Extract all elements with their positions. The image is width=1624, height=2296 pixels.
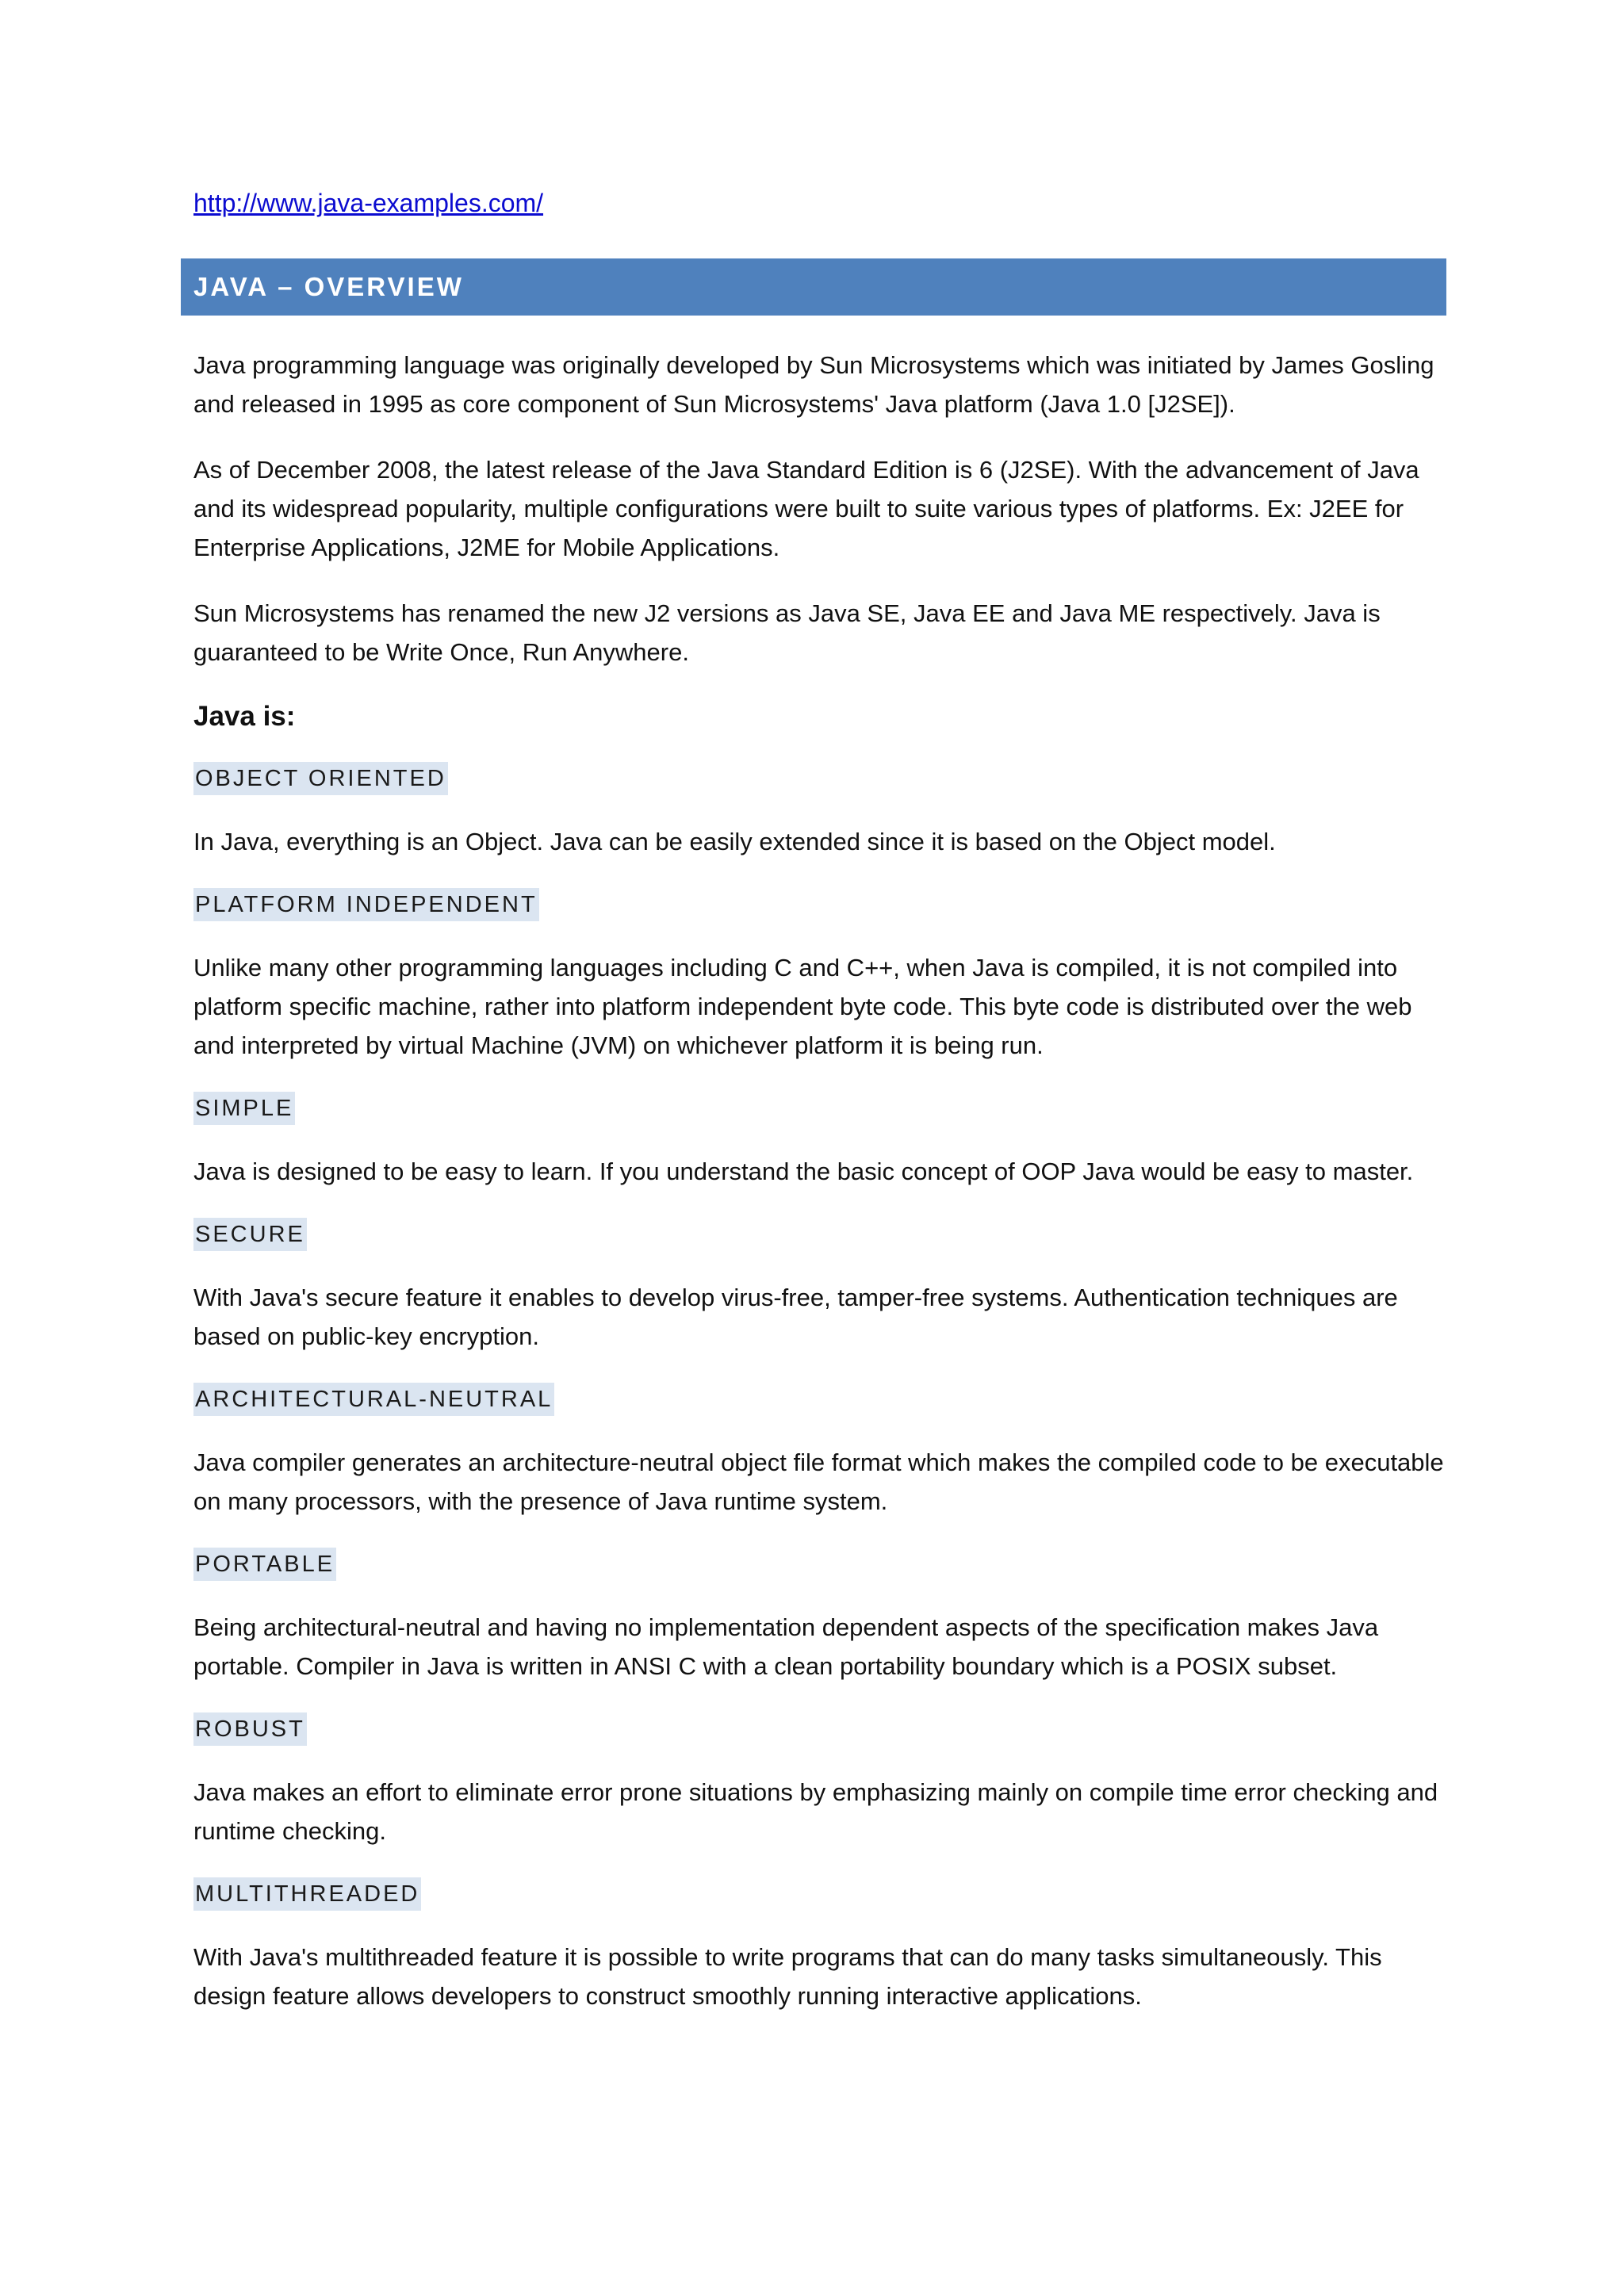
feature-description: With Java's multithreaded feature it is possible to write programs that can do many tasks simultaneously. This design feature allows developers to construct smoothly running interactive applications. [193, 1943, 1382, 2010]
feature-heading: ARCHITECTURAL-NEUTRAL [193, 1383, 554, 1416]
java-is-heading: Java is: [193, 701, 296, 732]
feature-heading-row [193, 762, 1446, 795]
chapter-title-bar [181, 258, 1446, 316]
feature-description: Being architectural-neutral and having no implementation dependent aspects of the specification makes Java portable. Compiler in Java is written in ANSI C with a clean portability boundary which is a POSIX subset. [193, 1613, 1379, 1680]
feature-heading-row [193, 1383, 1446, 1416]
feature-heading: OBJECT ORIENTED [193, 762, 448, 795]
feature-description: Java makes an effort to eliminate error prone situations by emphasizing mainly on compile time error checking and runtime checking. [193, 1778, 1438, 1845]
page-content [193, 187, 1446, 2010]
source-link[interactable]: http://www.java-examples.com/ [193, 189, 544, 217]
feature-description: Unlike many other programming languages including C and C++, when Java is compiled, it is not compiled into platform specific machine, rather into platform independent byte code. This byte code is distributed over the web and interpreted by virtual Machine (JVM) on whichever platform it is being run. [193, 954, 1412, 1059]
document-body [193, 346, 1446, 2042]
feature-heading-row [193, 1092, 1446, 1125]
feature-heading: PORTABLE [193, 1548, 336, 1581]
feature-heading-row [193, 1218, 1446, 1251]
intro-paragraph: Sun Microsystems has renamed the new J2 versions as Java SE, Java EE and Java ME respectively. Java is guaranteed to be Write Once, Run Anywhere. [193, 599, 1381, 666]
feature-description: In Java, everything is an Object. Java can be easily extended since it is based on the Object model. [193, 828, 1276, 855]
intro-paragraph: As of December 2008, the latest release of the Java Standard Edition is 6 (J2SE). With the advancement of Java and its widespread popularity, multiple configurations were built to suite various types of platforms. Ex: J2EE for Enterprise Applications, J2ME for Mobile Applications. [193, 456, 1419, 561]
feature-heading: SECURE [193, 1218, 307, 1251]
feature-heading: ROBUST [193, 1712, 307, 1746]
feature-description: Java is designed to be easy to learn. If you understand the basic concept of OOP Java would be easy to master. [193, 1158, 1414, 1185]
feature-heading: PLATFORM INDEPENDENT [193, 888, 539, 921]
feature-heading: MULTITHREADED [193, 1877, 421, 1911]
feature-heading-row [193, 1712, 1446, 1746]
feature-heading-row [193, 1877, 1446, 1911]
feature-heading-row [193, 888, 1446, 921]
feature-heading-row [193, 1548, 1446, 1581]
feature-description: Java compiler generates an architecture-neutral object file format which makes the compiled code to be executable on many processors, with the presence of Java runtime system. [193, 1448, 1444, 1515]
chapter-title: JAVA – OVERVIEW [193, 272, 464, 301]
feature-heading: SIMPLE [193, 1092, 295, 1125]
feature-description: With Java's secure feature it enables to develop virus-free, tamper-free systems. Authentication techniques are based on public-key encryption. [193, 1284, 1398, 1350]
intro-paragraph: Java programming language was originally developed by Sun Microsystems which was initiated by James Gosling and released in 1995 as core component of Sun Microsystems' Java platform (Java 1.0 [J2SE]). [193, 351, 1434, 418]
